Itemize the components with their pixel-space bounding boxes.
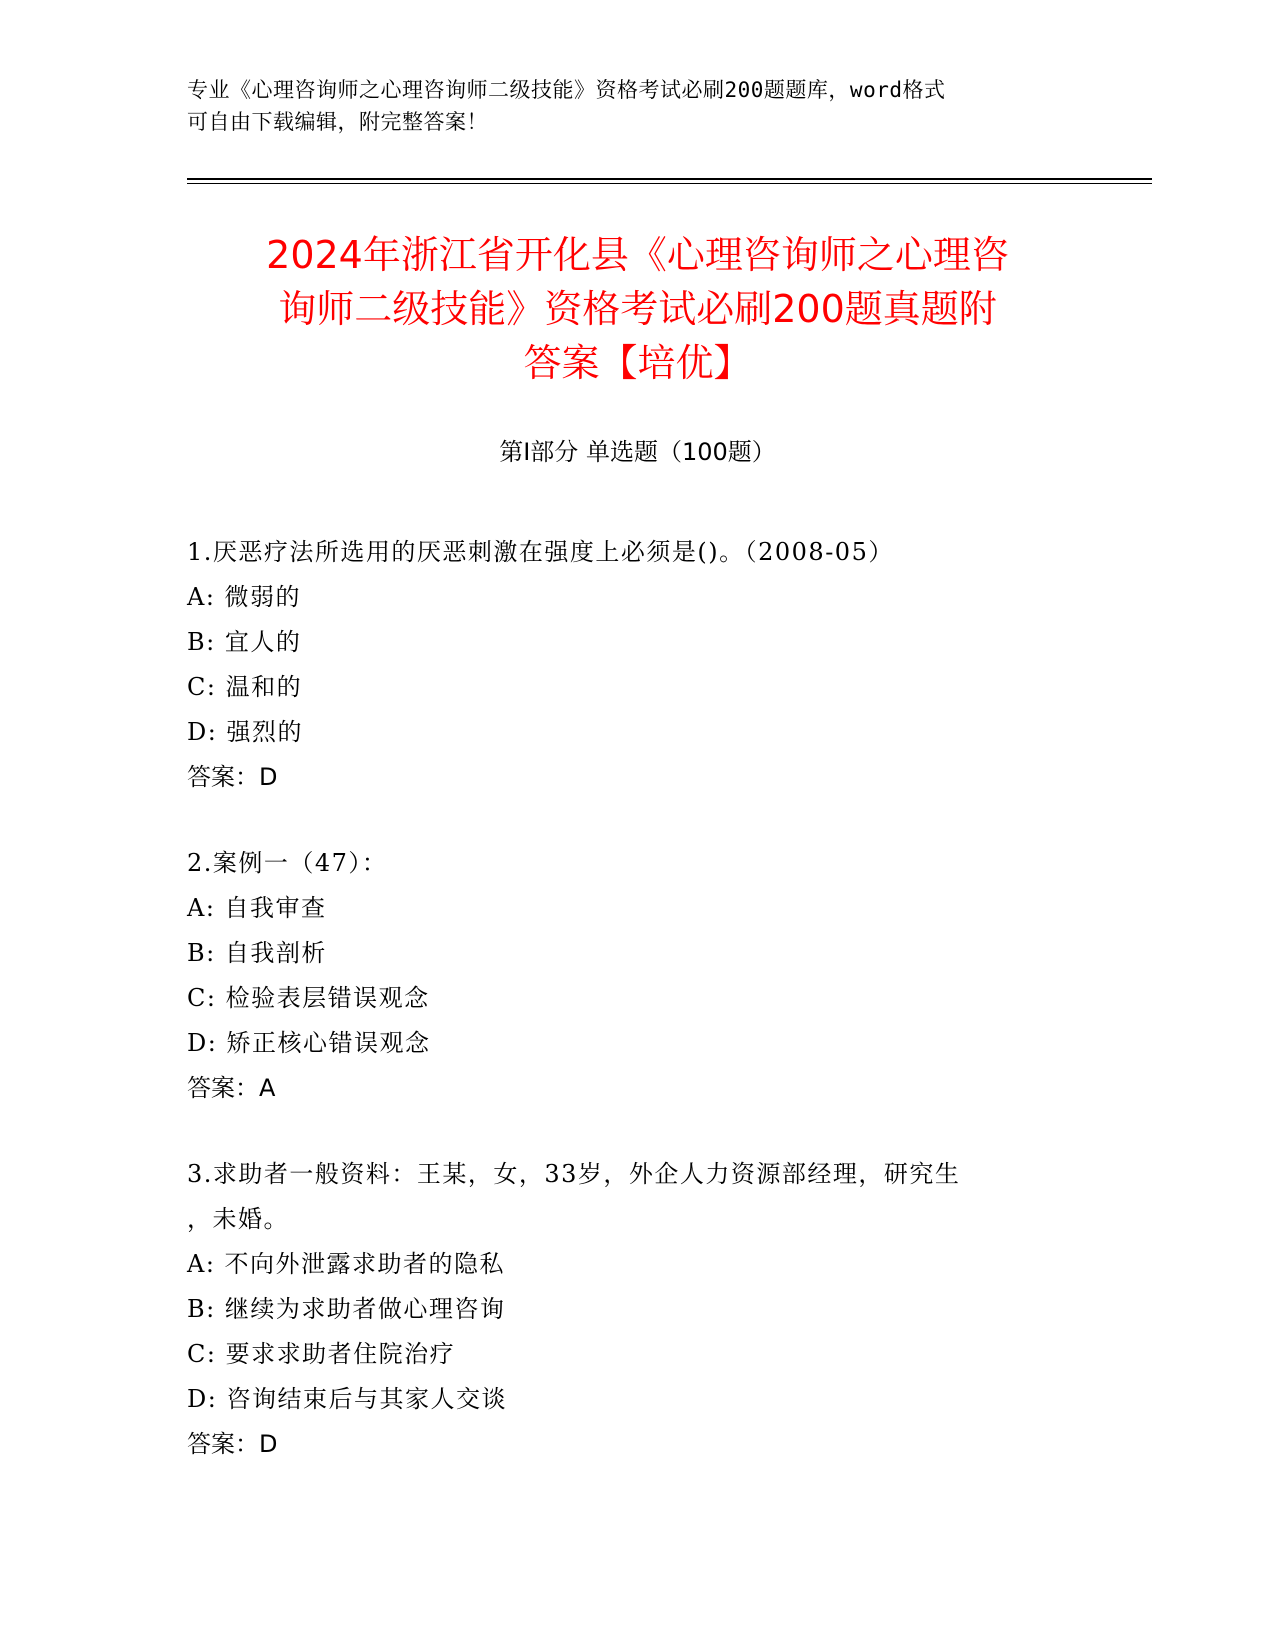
answer-text: 答案：A: [187, 1074, 276, 1102]
document-title-line-3: 答案【培优】: [523, 341, 752, 385]
header-divider-thick: [187, 178, 1152, 180]
option-c: C: 检验表层错误观念: [187, 984, 430, 1012]
header-divider-thin: [187, 183, 1152, 184]
answer-text: 答案：D: [187, 763, 278, 791]
header-note: [187, 74, 1067, 138]
answer-text: 答案：D: [187, 1430, 278, 1458]
option-b: B: 自我剖析: [187, 939, 327, 967]
option-d: D: 矫正核心错误观念: [187, 1029, 431, 1057]
question-2: [187, 841, 1087, 1111]
document-title-line-2: 询师二级技能》资格考试必刷200题真题附: [278, 287, 997, 331]
option-d: D: 咨询结束后与其家人交谈: [187, 1385, 507, 1413]
header-note-line-2: 可自由下载编辑，附完整答案！: [187, 110, 488, 134]
question-stem-continuation: ，未婚。: [187, 1205, 289, 1233]
option-b: B: 宜人的: [187, 628, 302, 656]
question-stem: 3.求助者一般资料：王某，女，33岁，外企人力资源部经理，研究生: [187, 1160, 961, 1188]
question-stem: 2.案例一（47）：: [187, 849, 388, 877]
question-stem: 1.厌恶疗法所选用的厌恶刺激在强度上必须是()。（2008-05）: [187, 538, 894, 566]
option-a: A: 自我审查: [187, 894, 327, 922]
option-c: C: 温和的: [187, 673, 303, 701]
document-title-line-1: 2024年浙江省开化县《心理咨询师之心理咨: [266, 233, 1009, 277]
header-note-line-1: 专业《心理咨询师之心理咨询师二级技能》资格考试必刷200题题库，word格式: [187, 78, 946, 102]
option-d: D: 强烈的: [187, 718, 303, 746]
question-1: [187, 530, 1087, 800]
option-c: C: 要求求助者住院治疗: [187, 1340, 456, 1368]
option-a: A: 不向外泄露求助者的隐私: [187, 1250, 506, 1278]
question-3: [187, 1152, 1087, 1467]
section-heading: 第Ⅰ部分 单选题（100题）: [499, 438, 776, 466]
document-title: [150, 228, 1125, 390]
option-a: A: 微弱的: [187, 583, 302, 611]
option-b: B: 继续为求助者做心理咨询: [187, 1295, 506, 1323]
question-list: [187, 530, 1087, 1508]
